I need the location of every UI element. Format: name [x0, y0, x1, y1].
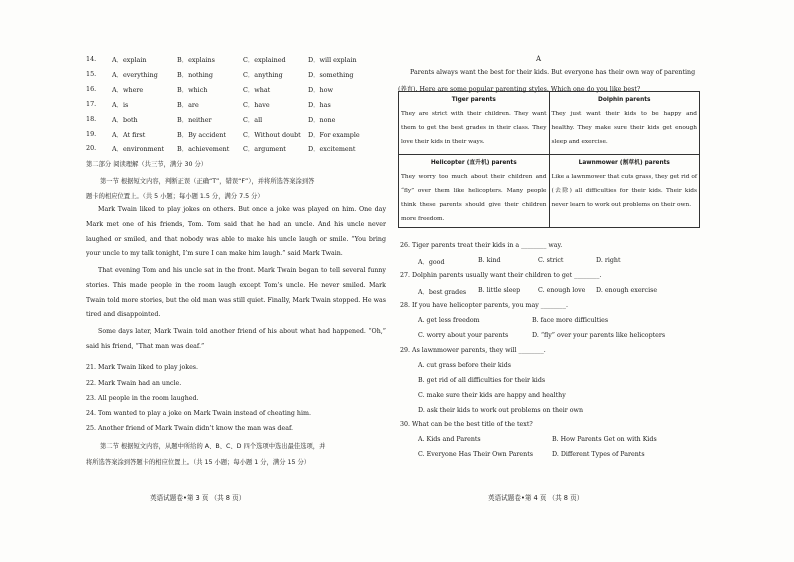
option-a: A. get less freedom	[418, 317, 480, 324]
passage-paragraph: Some days later, Mark Twain told another friend of his about what had happened. “Oh,” said his friend, “That man was deaf.”	[86, 328, 386, 350]
option-b: B．nothing	[177, 71, 213, 79]
section2-instruction-cont: 将所选答案涂到答题卡的相应位置上。（共 15 小题；每小题 1 分，满分 15 分）	[86, 459, 311, 466]
option-b: B．By accident	[177, 131, 226, 139]
question-number: 14.	[86, 55, 97, 63]
option-a: A. cut grass before their kids	[418, 362, 511, 369]
option-b: B．achievement	[177, 145, 230, 153]
page-footer: 英语试题卷•第 3 页 （共 8 页）	[150, 494, 246, 502]
section2-instruction: 第二节 根据短文内容，从题中所给的 A、B、C、D 四个选项中选出最佳选项，并	[100, 443, 326, 450]
option-d: D．excitement	[308, 145, 356, 153]
option-d: D．none	[308, 116, 336, 124]
left-page	[86, 0, 386, 562]
part2-title: 第二部分 阅读理解（共三节，满分 30 分）	[86, 161, 208, 168]
cell-body: They worry too much about their children and “fly” over them like helicopters. Many people think these parents should give their children more freedom.	[401, 174, 547, 222]
true-false-statement: 23. All people in the room laughed.	[86, 395, 199, 402]
option-c: C. worry about your parents	[418, 332, 509, 339]
option-row	[86, 130, 386, 144]
option-row	[86, 70, 386, 84]
option-c: C．argument	[243, 145, 286, 153]
option-c: C. make sure their kids are happy and healthy	[418, 392, 566, 399]
option-d: D．has	[308, 101, 331, 109]
passage-paragraph: Mark Twain liked to play jokes on others. But once a joke was played on him. One day Mark met one of his friends, Tom. Tom said that he had an uncle. And his uncle never laughed or smiled, and that nobody was able to make his uncle laugh or smile. “You bring your uncle to my talk tonight, I’m sure I can make him laugh.” said Mark Twain.	[86, 206, 386, 258]
option-row	[86, 144, 386, 158]
option-b: B．are	[177, 101, 199, 109]
option-c: C．Without doubt	[243, 131, 301, 139]
true-false-statement: 25. Another friend of Mark Twain didn’t know the man was deaf.	[86, 425, 294, 432]
option-d: D. right	[596, 257, 621, 264]
table-cell-tiger	[399, 92, 550, 155]
option-a: A．environment	[112, 145, 165, 153]
option-a: A．everything	[112, 71, 158, 79]
question-number: 18.	[86, 115, 97, 123]
question-stem: 29. As lawnmower parents, they will ________.	[400, 347, 546, 354]
question-number: 20.	[86, 144, 97, 152]
table-cell-dolphin	[549, 92, 700, 155]
page-footer: 英语试题卷•第 4 页 （共 8 页）	[488, 494, 584, 502]
question-stem: 30. What can be the best title of the text?	[400, 421, 533, 428]
option-a: A．good	[418, 259, 445, 266]
option-c: C．explained	[243, 56, 286, 64]
option-a: A．where	[112, 86, 144, 94]
option-d: D．For example	[308, 131, 360, 139]
parenting-styles-table	[398, 91, 700, 228]
cell-body: They just want their kids to be happy and healthy. They make sure their kids get enough sleep and exercise.	[551, 111, 697, 145]
option-row	[86, 115, 386, 129]
option-a: A．At first	[112, 131, 146, 139]
question-number: 17.	[86, 100, 97, 108]
cell-body: Like a lawnmower that cuts grass, they get rid of (去除) all difficulties for their kids. Their kids never learn to work out problems on their own.	[551, 174, 697, 208]
true-false-statement: 21. Mark Twain liked to play jokes.	[86, 364, 199, 371]
passage-intro-cont: (养育). Here are some popular parenting styles. Which one do you like best?	[398, 86, 641, 93]
option-a: A．explain	[112, 56, 147, 64]
option-c: C. strict	[538, 257, 564, 264]
table-cell-lawnmower	[549, 155, 700, 228]
option-d: D. enough exercise	[596, 287, 658, 294]
option-d: D．will explain	[308, 56, 357, 64]
option-row	[86, 100, 386, 114]
true-false-statement: 22. Mark Twain had an uncle.	[86, 380, 182, 387]
option-c: C．what	[243, 86, 271, 94]
cell-title: Dolphin parents	[598, 97, 651, 103]
right-page	[398, 0, 700, 562]
section1-instruction-cont: 题卡的相应位置上。（共 5 小题；每小题 1.5 分，满分 7.5 分）	[86, 193, 264, 200]
question-stem: 28. If you have helicopter parents, you may ________.	[400, 302, 568, 309]
passage-intro: Parents always want the best for their kids. But everyone has their own way of parenting	[410, 69, 696, 76]
option-a: A．is	[112, 101, 129, 109]
option-c: C．anything	[243, 71, 283, 79]
question-stem: 26. Tiger parents treat their kids in a ________ way.	[400, 242, 563, 249]
table-cell-helicopter	[399, 155, 550, 228]
option-a: A．both	[112, 116, 138, 124]
question-number: 19.	[86, 130, 97, 138]
option-c: C．have	[243, 101, 270, 109]
option-b: B. get rid of all difficulties for their kids	[418, 377, 546, 384]
option-d: D. Different Types of Parents	[552, 451, 645, 458]
option-d: D. “fly” over your parents like helicopters	[532, 332, 666, 339]
section1-instruction: 第一节 根据短文内容，判断正误（正确“T”，错误“F”），并将所选答案涂到答	[100, 178, 315, 185]
option-a: A. Kids and Parents	[418, 436, 481, 443]
option-b: B．which	[177, 86, 208, 94]
option-d: D. ask their kids to work out problems on their own	[418, 407, 584, 414]
option-row	[86, 55, 386, 69]
option-row	[86, 85, 386, 99]
question-number: 16.	[86, 85, 97, 93]
option-b: B．neither	[177, 116, 212, 124]
option-c: C. Everyone Has Their Own Parents	[418, 451, 533, 458]
cell-title: Lawnmower (割草机) parents	[578, 160, 670, 166]
question-number: 15.	[86, 70, 97, 78]
option-c: C. enough love	[538, 287, 586, 294]
question-stem: 27. Dolphin parents usually want their children to get ________.	[400, 272, 602, 279]
passage-paragraph: That evening Tom and his uncle sat in the front. Mark Twain began to tell several funny stories. This made people in the room laugh except Tom’s uncle. He never smiled. Mark Twain told more stories, but the old man was still quiet. Finally, Mark Twain stopped. He was tired and disappointed.	[86, 267, 386, 319]
option-b: B．explains	[177, 56, 215, 64]
cell-title: Tiger parents	[451, 97, 496, 103]
true-false-statement: 24. Tom wanted to play a joke on Mark Twain instead of cheating him.	[86, 410, 311, 417]
passage-label: A	[536, 55, 542, 63]
option-b: B. kind	[478, 257, 501, 264]
cell-title: Helicopter (直升机) parents	[430, 160, 517, 166]
cell-body: They are strict with their children. They want them to get the best grades in their class. They love their kids in their ways.	[401, 111, 547, 145]
option-a: A．best grades	[418, 289, 467, 296]
option-b: B. face more difficulties	[532, 317, 609, 324]
option-d: D．something	[308, 71, 354, 79]
option-c: C．all	[243, 116, 263, 124]
option-b: B. little sleep	[478, 287, 521, 294]
option-b: B. How Parents Get on with Kids	[552, 436, 657, 443]
option-d: D．how	[308, 86, 333, 94]
